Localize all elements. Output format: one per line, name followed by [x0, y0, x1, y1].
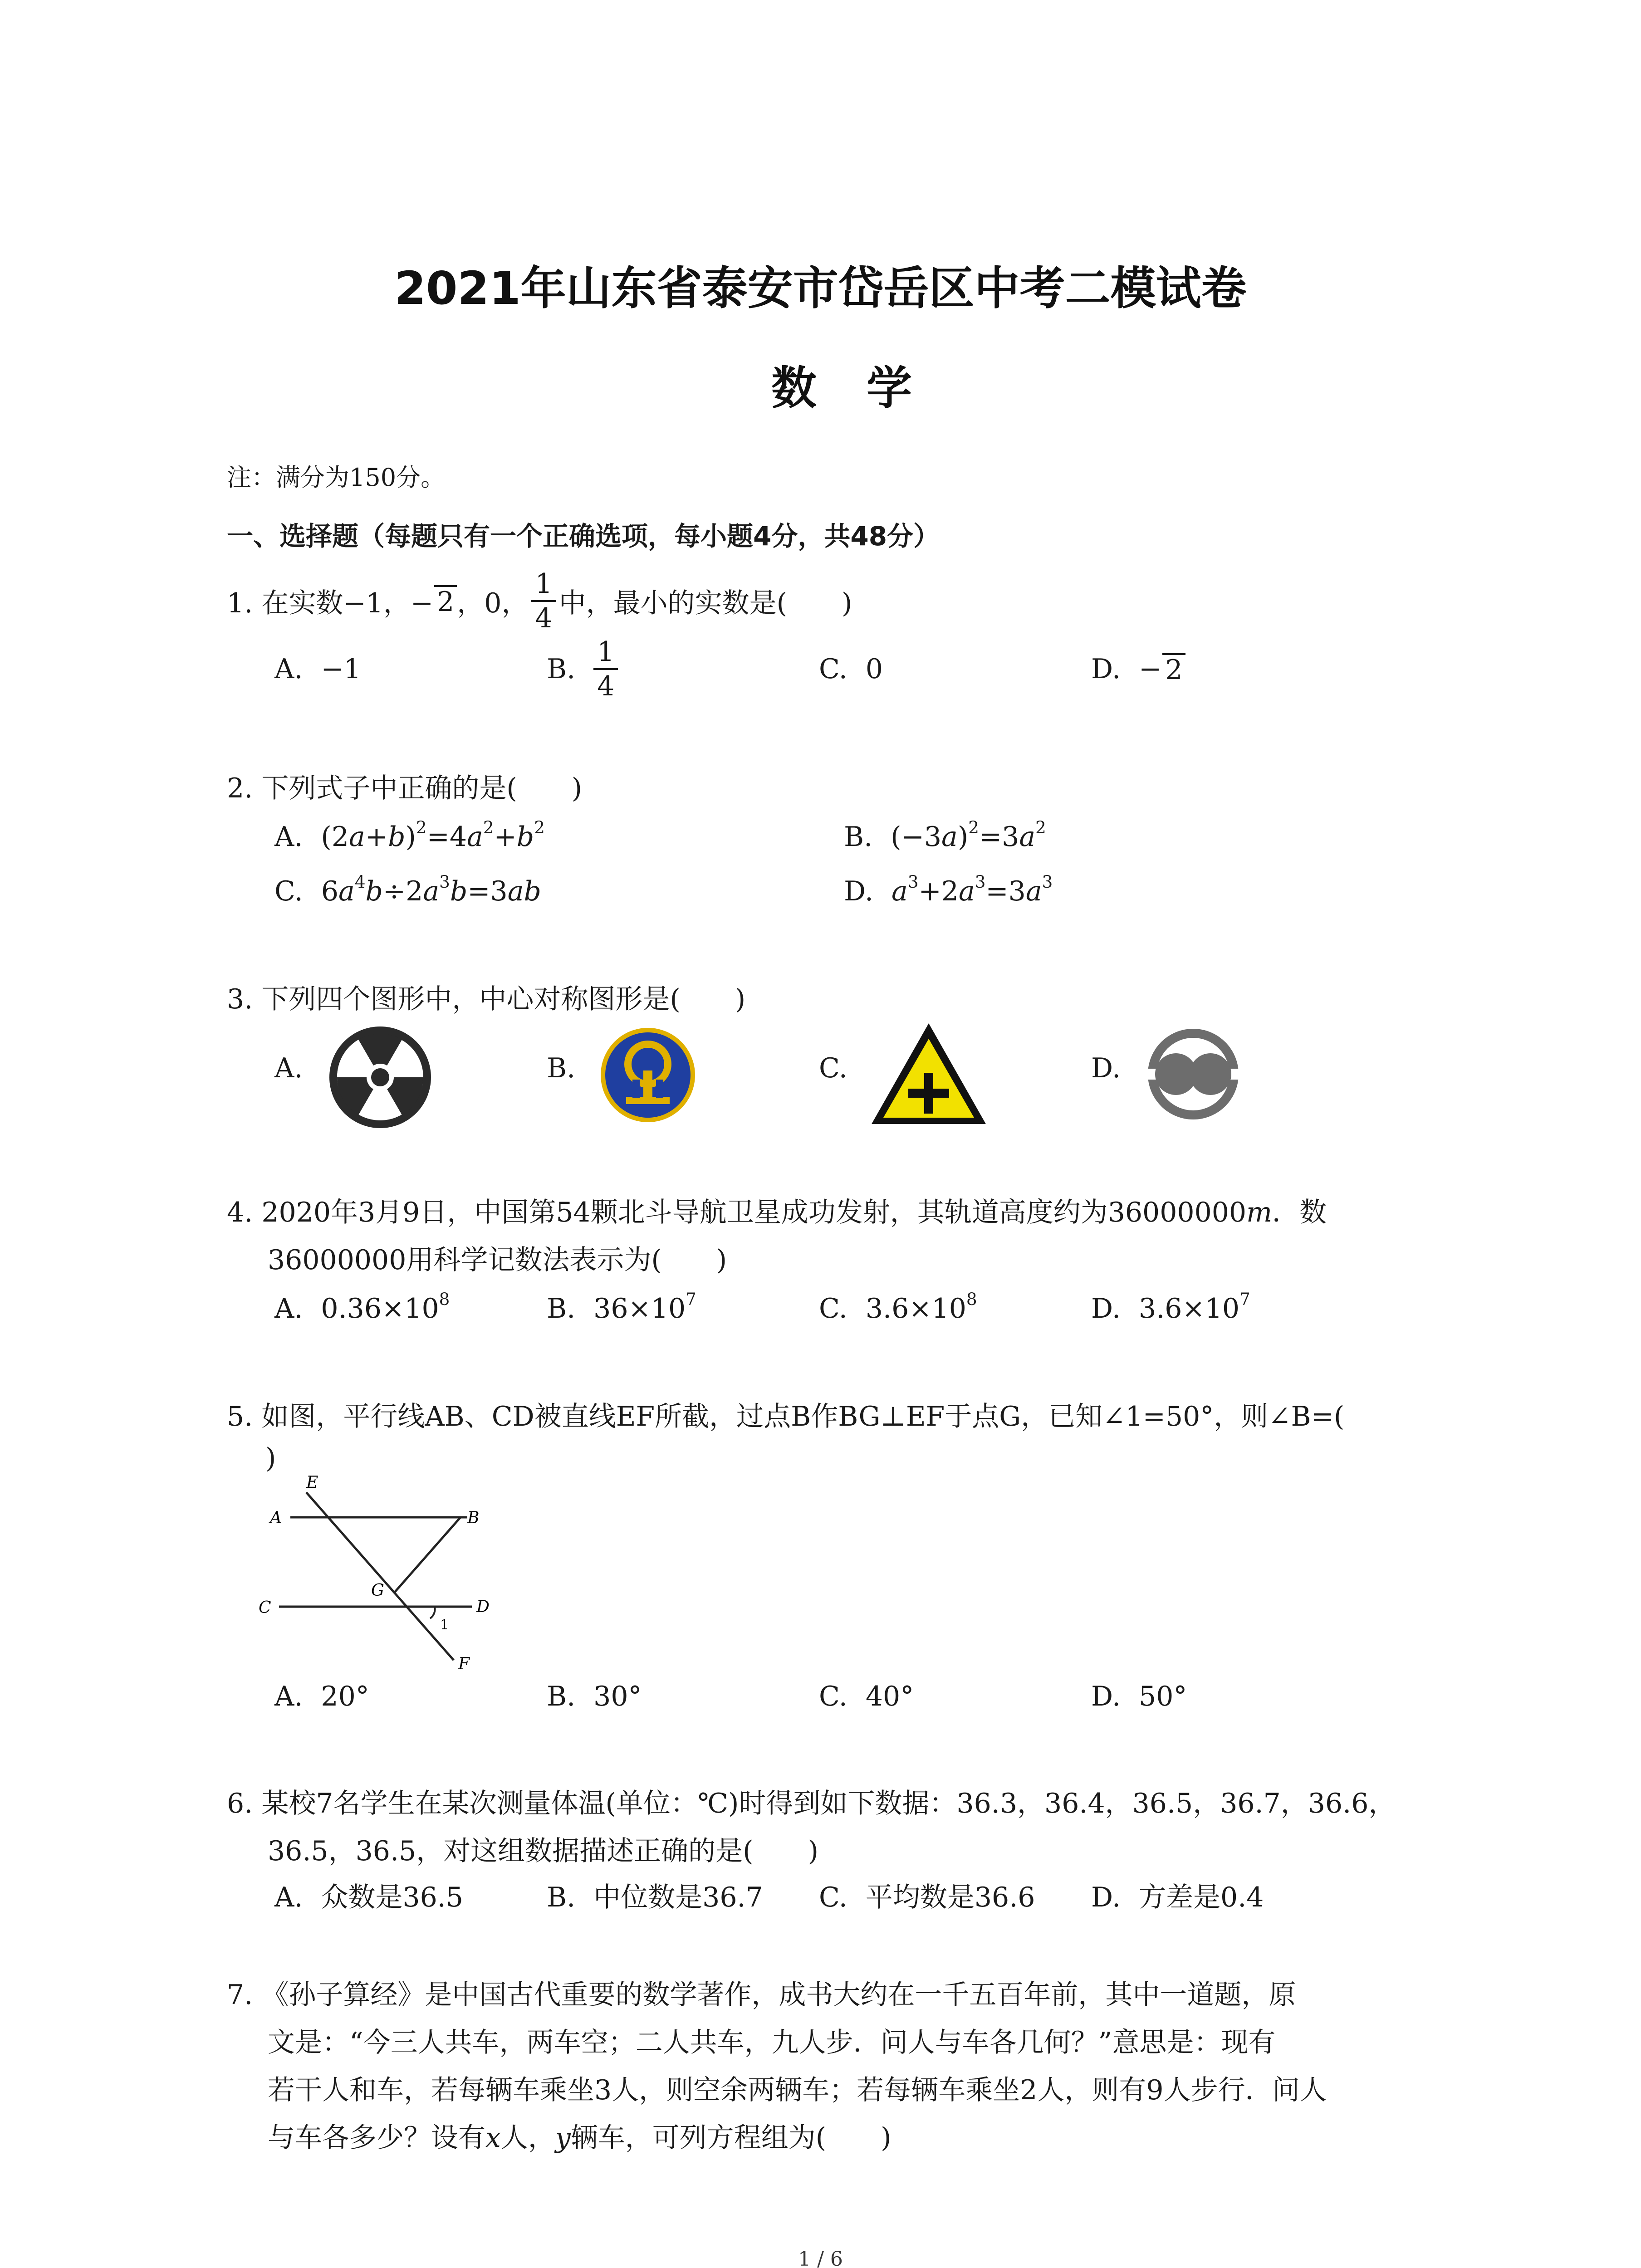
- page-number: 1 / 6: [798, 2248, 843, 2268]
- question-7-line2: 文是：“今三人共车，两车空；二人共车，九人步．问人与车各几何？”意思是：现有: [268, 2027, 1276, 2058]
- option-label: A.: [274, 1681, 303, 1712]
- q4-option-c[interactable]: [819, 1289, 977, 1325]
- option-label: B.: [547, 1882, 576, 1913]
- option-label: D.: [844, 875, 874, 907]
- option-value: 40°: [865, 1681, 914, 1712]
- q1-sqrt: 2: [434, 585, 457, 617]
- option-label: A.: [274, 1293, 303, 1325]
- q3-option-c-label[interactable]: C.: [819, 1052, 847, 1084]
- angle-1-arc: [430, 1607, 435, 1618]
- segment-bg: [395, 1517, 460, 1592]
- page-subtitle: 数学: [771, 362, 962, 415]
- option-exponent: 8: [439, 1289, 450, 1310]
- point-b-label: B: [467, 1509, 480, 1527]
- q4-text-end: ．数: [1272, 1197, 1327, 1228]
- q2-option-a[interactable]: [274, 817, 545, 853]
- option-label: C.: [819, 653, 847, 685]
- option-expression: $(-3a)^2=3a^2$: [891, 817, 1046, 853]
- q6-option-a[interactable]: [274, 1876, 463, 1915]
- option-exponent: 8: [966, 1289, 977, 1310]
- question-7-line4: [268, 2116, 892, 2155]
- score-note: 注：满分为150分。: [227, 463, 446, 492]
- option-base: 3.6×10: [865, 1293, 966, 1325]
- option-label: C.: [819, 1882, 847, 1913]
- option-sqrt: 2: [1162, 653, 1185, 685]
- q6-option-b[interactable]: [547, 1876, 763, 1915]
- option-value: 0: [865, 653, 883, 685]
- question-6-line2: 36.5，36.5，对这组数据描述正确的是( ): [268, 1835, 819, 1867]
- point-d-label: D: [476, 1598, 490, 1616]
- option-expression: $6a^4b\div 2a^3b=3ab$: [321, 872, 541, 907]
- q1-frac-den: 4: [531, 600, 556, 632]
- q2-option-c[interactable]: [274, 872, 541, 907]
- question-7-line3: 若干人和车，若每辆车乘坐3人，则空余两辆车；若每辆车乘坐2人，则有9人步行．问人: [268, 2074, 1327, 2106]
- option-value: 30°: [593, 1681, 642, 1712]
- option-base: 3.6×10: [1139, 1293, 1240, 1325]
- page-title: 2021年山东省泰安市岱岳区中考二模试卷: [394, 262, 1247, 315]
- option-label: D.: [1091, 1293, 1121, 1325]
- question-7-line1: 7. 《孙子算经》是中国古代重要的数学著作，成书大约在一千五百年前，其中一道题，原: [227, 1979, 1296, 2011]
- option-exponent: 7: [1239, 1289, 1250, 1310]
- option-label: B.: [844, 821, 873, 853]
- option-label: C.: [819, 1681, 847, 1712]
- q1-text-pre: 1. 在实数−1，−: [227, 587, 434, 619]
- option-value: 众数是36.5: [321, 1882, 463, 1913]
- q1-text-mid: ，0，: [457, 587, 529, 619]
- q4-option-d[interactable]: [1091, 1289, 1250, 1325]
- railway-logo-icon[interactable]: [598, 1025, 698, 1125]
- option-label: D.: [1091, 1882, 1121, 1913]
- q1-text-post: 中，最小的实数是( ): [558, 587, 852, 619]
- question-5-line2: ): [265, 1442, 276, 1474]
- point-g-label: G: [371, 1581, 384, 1600]
- frac-num: 1: [597, 636, 615, 668]
- q3-option-a-label[interactable]: A.: [274, 1052, 303, 1084]
- q1-fraction: [531, 570, 556, 632]
- option-value: 中位数是36.7: [593, 1882, 763, 1913]
- question-5-line1: 5. 如图，平行线AB、CD被直线EF所截，过点B作BG⊥EF于点G，已知∠1=50°，则∠B=(: [227, 1401, 1345, 1432]
- option-value: 平均数是36.6: [865, 1882, 1035, 1913]
- option-label: C.: [819, 1293, 847, 1325]
- q4-text: 4. 2020年3月9日，中国第54颗北斗导航卫星成功发射，其轨道高度约为36000000: [227, 1197, 1247, 1228]
- q7-text-b: 人，: [500, 2122, 555, 2154]
- q5-option-a[interactable]: [274, 1681, 369, 1712]
- section-heading: 一、选择题（每题只有一个正确选项，每小题4分，共48分）: [227, 521, 940, 552]
- question-4-line2: 36000000用科学记数法表示为( ): [268, 1244, 727, 1276]
- warning-triangle-icon[interactable]: [869, 1021, 989, 1127]
- point-e-label: E: [306, 1473, 318, 1492]
- q4-option-b[interactable]: [547, 1289, 696, 1325]
- option-label: B.: [547, 1293, 576, 1325]
- option-fraction: [593, 638, 618, 700]
- question-2-stem: 2. 下列式子中正确的是( ): [227, 772, 583, 804]
- q3-option-d-label[interactable]: D.: [1091, 1052, 1121, 1084]
- q1-frac-num: 1: [535, 568, 553, 600]
- option-value: 20°: [321, 1681, 369, 1712]
- q7-var-x: x: [485, 2122, 501, 2154]
- question-3-stem: 3. 下列四个图形中，中心对称图形是( ): [227, 983, 746, 1015]
- q1-option-b[interactable]: [547, 633, 621, 705]
- crescent-circles-icon[interactable]: [1143, 1029, 1243, 1119]
- option-base: 0.36×10: [321, 1293, 439, 1325]
- option-exponent: 7: [686, 1289, 696, 1310]
- q7-text-c: 辆车，可列方程组为( ): [570, 2122, 892, 2154]
- option-value: 50°: [1139, 1681, 1187, 1712]
- q1-option-d[interactable]: [1091, 633, 1185, 705]
- option-expression: $(2a+b)^2=4a^2+b^2$: [321, 817, 545, 853]
- q7-var-y: y: [555, 2122, 571, 2154]
- parallel-lines-figure: [254, 1470, 508, 1678]
- question-1-stem: [227, 565, 852, 637]
- q1-option-a[interactable]: [274, 633, 361, 705]
- option-label: B.: [547, 1681, 576, 1712]
- option-label: A.: [274, 821, 303, 853]
- radiation-symbol-icon[interactable]: [326, 1023, 435, 1132]
- angle-1-label: 1: [440, 1617, 449, 1633]
- option-label: A.: [274, 1882, 303, 1913]
- q3-option-b-label[interactable]: B.: [547, 1052, 576, 1084]
- frac-den: 4: [593, 668, 618, 700]
- q4-unit: m: [1246, 1197, 1273, 1228]
- option-base: 36×10: [593, 1293, 686, 1325]
- option-label: D.: [1091, 1681, 1121, 1712]
- q7-text-a: 与车各多少？设有: [268, 2122, 485, 2154]
- q5-option-d[interactable]: [1091, 1681, 1187, 1712]
- q2-option-b[interactable]: [844, 817, 1046, 853]
- q2-option-d[interactable]: [844, 872, 1053, 907]
- question-4-line1: [227, 1191, 1327, 1230]
- option-label: D.: [1091, 653, 1121, 685]
- q1-option-c[interactable]: [819, 633, 883, 705]
- q6-option-c[interactable]: [819, 1876, 1035, 1915]
- q5-option-c[interactable]: [819, 1681, 914, 1712]
- q4-option-a[interactable]: [274, 1289, 450, 1325]
- option-value: −1: [321, 653, 361, 685]
- point-a-label: A: [270, 1509, 282, 1527]
- q6-option-d[interactable]: [1091, 1876, 1264, 1915]
- point-f-label: F: [458, 1655, 470, 1673]
- option-label: C.: [274, 875, 303, 907]
- option-label: B.: [547, 653, 576, 685]
- question-6-line1: 6. 某校7名学生在某次测量体温(单位：℃)时得到如下数据：36.3，36.4，36.5，36.7，36.6，: [227, 1788, 1396, 1819]
- point-c-label: C: [259, 1598, 271, 1617]
- option-value: 方差是0.4: [1139, 1882, 1264, 1913]
- option-expression: $a^3+2a^3=3a^3$: [892, 872, 1053, 907]
- q5-option-b[interactable]: [547, 1681, 642, 1712]
- option-label: A.: [274, 653, 303, 685]
- option-minus: −: [1139, 653, 1162, 685]
